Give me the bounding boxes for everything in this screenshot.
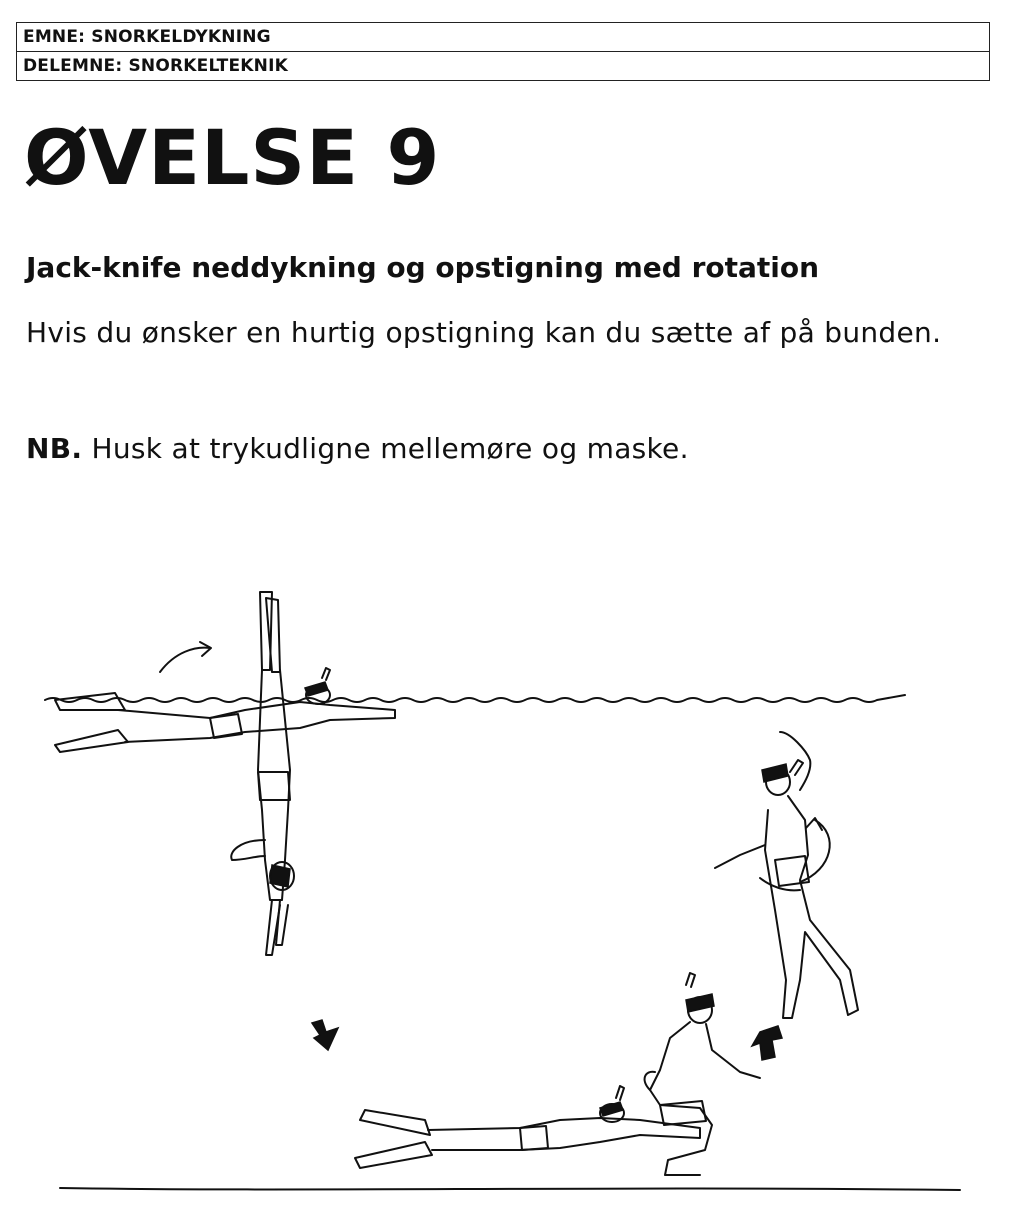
arrow-up-icon xyxy=(752,1026,782,1060)
swimmer-diving-icon xyxy=(231,592,294,955)
water-surface-line xyxy=(45,695,905,702)
note-paragraph xyxy=(26,428,689,470)
header-box xyxy=(16,22,990,81)
seabed-line xyxy=(60,1188,960,1190)
swimmer-seabed-icon xyxy=(355,1086,700,1168)
page-title: ØVELSE 9 xyxy=(24,113,441,202)
swimmer-surface-icon xyxy=(55,668,395,752)
subtopic-label: DELEMNE: SNORKELTEKNIK xyxy=(17,51,989,80)
snorkel-illustration xyxy=(0,560,1010,1220)
instruction-paragraph: Hvis du ønsker en hurtig opstigning kan du sætte af på bunden. xyxy=(26,316,942,349)
note-text: Husk at trykudligne mellemøre og maske. xyxy=(82,432,689,465)
arrow-up-right-head xyxy=(200,642,211,656)
swimmer-crouching-icon xyxy=(645,973,760,1175)
arrow-up-right-icon xyxy=(160,648,210,672)
exercise-subtitle: Jack-knife neddykning og opstigning med rotation xyxy=(26,251,820,284)
note-label: NB. xyxy=(26,432,83,465)
arrow-down-icon xyxy=(312,1020,338,1050)
swimmer-ascending-icon xyxy=(715,732,858,1018)
topic-label: EMNE: SNORKELDYKNING xyxy=(23,27,271,47)
